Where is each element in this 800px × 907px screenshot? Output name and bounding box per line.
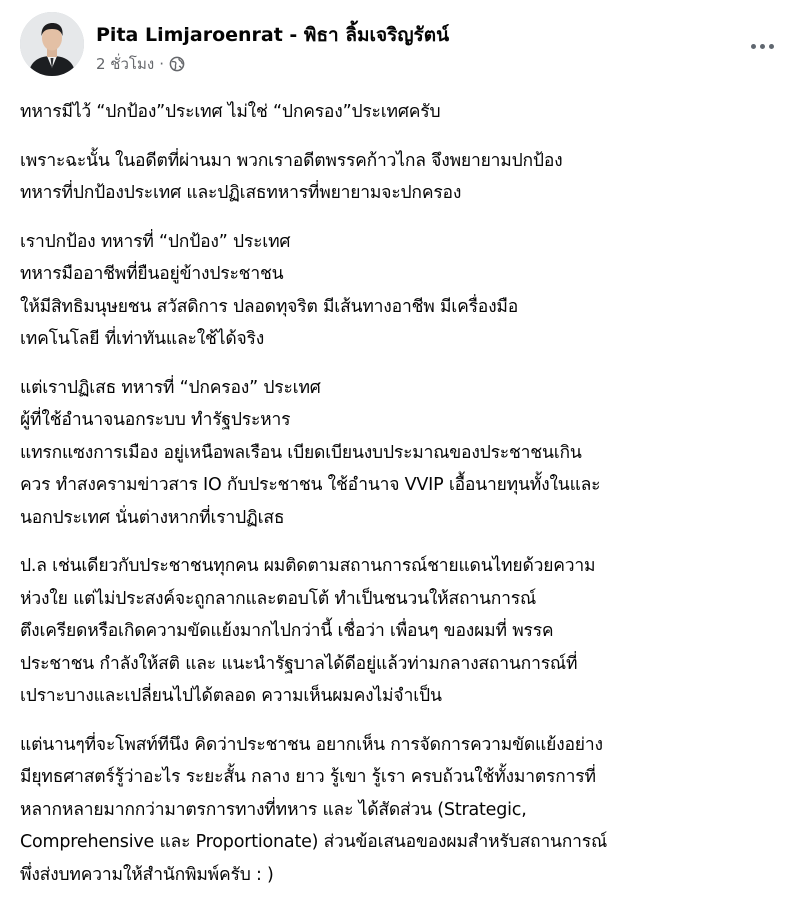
post-paragraph — [20, 372, 795, 535]
post-line: ผู้ที่ใช้อำนาจนอกระบบ ทำรัฐประหาร — [20, 410, 291, 430]
more-dot — [751, 44, 756, 49]
post-line: ทหารมืออาชีพที่ยืนอยู่ข้างประชาชน — [20, 264, 284, 284]
globe-icon[interactable] — [169, 56, 185, 72]
post-line: มียุทธศาสตร์รู้ว่าอะไร ระยะสั้น กลาง ยาว รู้เขา รู้เรา ครบถ้วนใช้ทั้งมาตรการที่ — [20, 767, 596, 787]
post-line: Comprehensive และ Proportionate) ส่วนข้อเสนอของผมสำหรับสถานการณ์ — [20, 832, 608, 852]
post-paragraph — [20, 729, 795, 892]
post-line: ประชาชน กำลังให้สติ และ แนะนำรัฐบาลได้ดีอยู่แล้วท่ามกลางสถานการณ์ที่ — [20, 653, 578, 674]
post-timestamp[interactable]: 2 ชั่วโมง — [96, 55, 155, 73]
post-line: เปราะบางและเปลี่ยนไปได้ตลอด ความเห็นผมคงไม่จำเป็น — [20, 686, 442, 706]
post-meta — [96, 52, 185, 76]
author-name[interactable]: Pita Limjaroenrat - พิธา ลิ้มเจริญรัตน์ — [96, 24, 450, 46]
more-dot — [769, 44, 774, 49]
post-line: เพราะฉะนั้น ในอดีตที่ผ่านมา พวกเราอดีตพรรคก้าวไกล จึงพยายามปกป้อง — [20, 150, 563, 171]
avatar-photo — [20, 12, 84, 76]
post-paragraph — [20, 145, 795, 210]
post-line: ป.ล เช่นเดียวกับประชาชนทุกคน ผมติดตามสถานการณ์ชายแดนไทยด้วยความ — [20, 556, 596, 576]
post-line: ตึงเครียดหรือเกิดความขัดแย้งมากไปกว่านี้ เชื่อว่า เพื่อนๆ ของผมที่ พรรค — [20, 621, 554, 641]
post-paragraph — [20, 96, 795, 129]
post-line: แทรกแซงการเมือง อยู่เหนือพลเรือน เบียดเบียนงบประมาณของประชาชนเกิน — [20, 442, 582, 463]
post-line: ห่วงใย แต่ไม่ประสงค์จะถูกลากและตอบโต้ ทำเป็นชนวนให้สถานการณ์ — [20, 588, 537, 609]
post-line: หลากหลายมากกว่ามาตรการทางที่ทหาร และ ได้สัดส่วน (Strategic, — [20, 799, 527, 820]
post-line: เราปกป้อง ทหารที่ “ปกป้อง” ประเทศ — [20, 231, 291, 252]
author-avatar[interactable] — [20, 12, 84, 76]
post-line: แต่นานๆที่จะโพสท์ทีนึง คิดว่าประชาชน อยากเห็น การจัดการความขัดแย้งอย่าง — [20, 734, 603, 755]
post-line: แต่เราปฏิเสธ ทหารที่ “ปกครอง” ประเทศ — [20, 377, 321, 398]
post-line: ทหารที่ปกป้องประเทศ และปฏิเสธทหารที่พยายามจะปกครอง — [20, 183, 462, 203]
post-line: นอกประเทศ นั่นต่างหากที่เราปฏิเสธ — [20, 507, 285, 528]
post-line: ควร ทำสงครามข่าวสาร IO กับประชาชน ใช้อำนาจ VVIP เอื้อนายทุนทั้งในและ — [20, 475, 601, 495]
post-paragraph — [20, 226, 795, 356]
post-line: ทหารมีไว้ “ปกป้อง”ประเทศ ไม่ใช่ “ปกครอง”ประเทศครับ — [20, 102, 441, 122]
more-options-icon[interactable] — [742, 26, 782, 66]
post-line: เทคโนโลยี ที่เท่าทันและใช้ได้จริง — [20, 329, 265, 349]
post-header — [20, 12, 782, 82]
post-line: พึ่งส่งบทความให้สำนักพิมพ์ครับ : ) — [20, 864, 274, 885]
post-body — [20, 96, 795, 907]
meta-separator: · — [159, 55, 164, 73]
more-dot — [760, 44, 765, 49]
post-line: ให้มีสิทธิมนุษยชน สวัสดิการ ปลอดทุจริต มีเส้นทางอาชีพ มีเครื่องมือ — [20, 296, 519, 317]
post-paragraph — [20, 550, 795, 713]
